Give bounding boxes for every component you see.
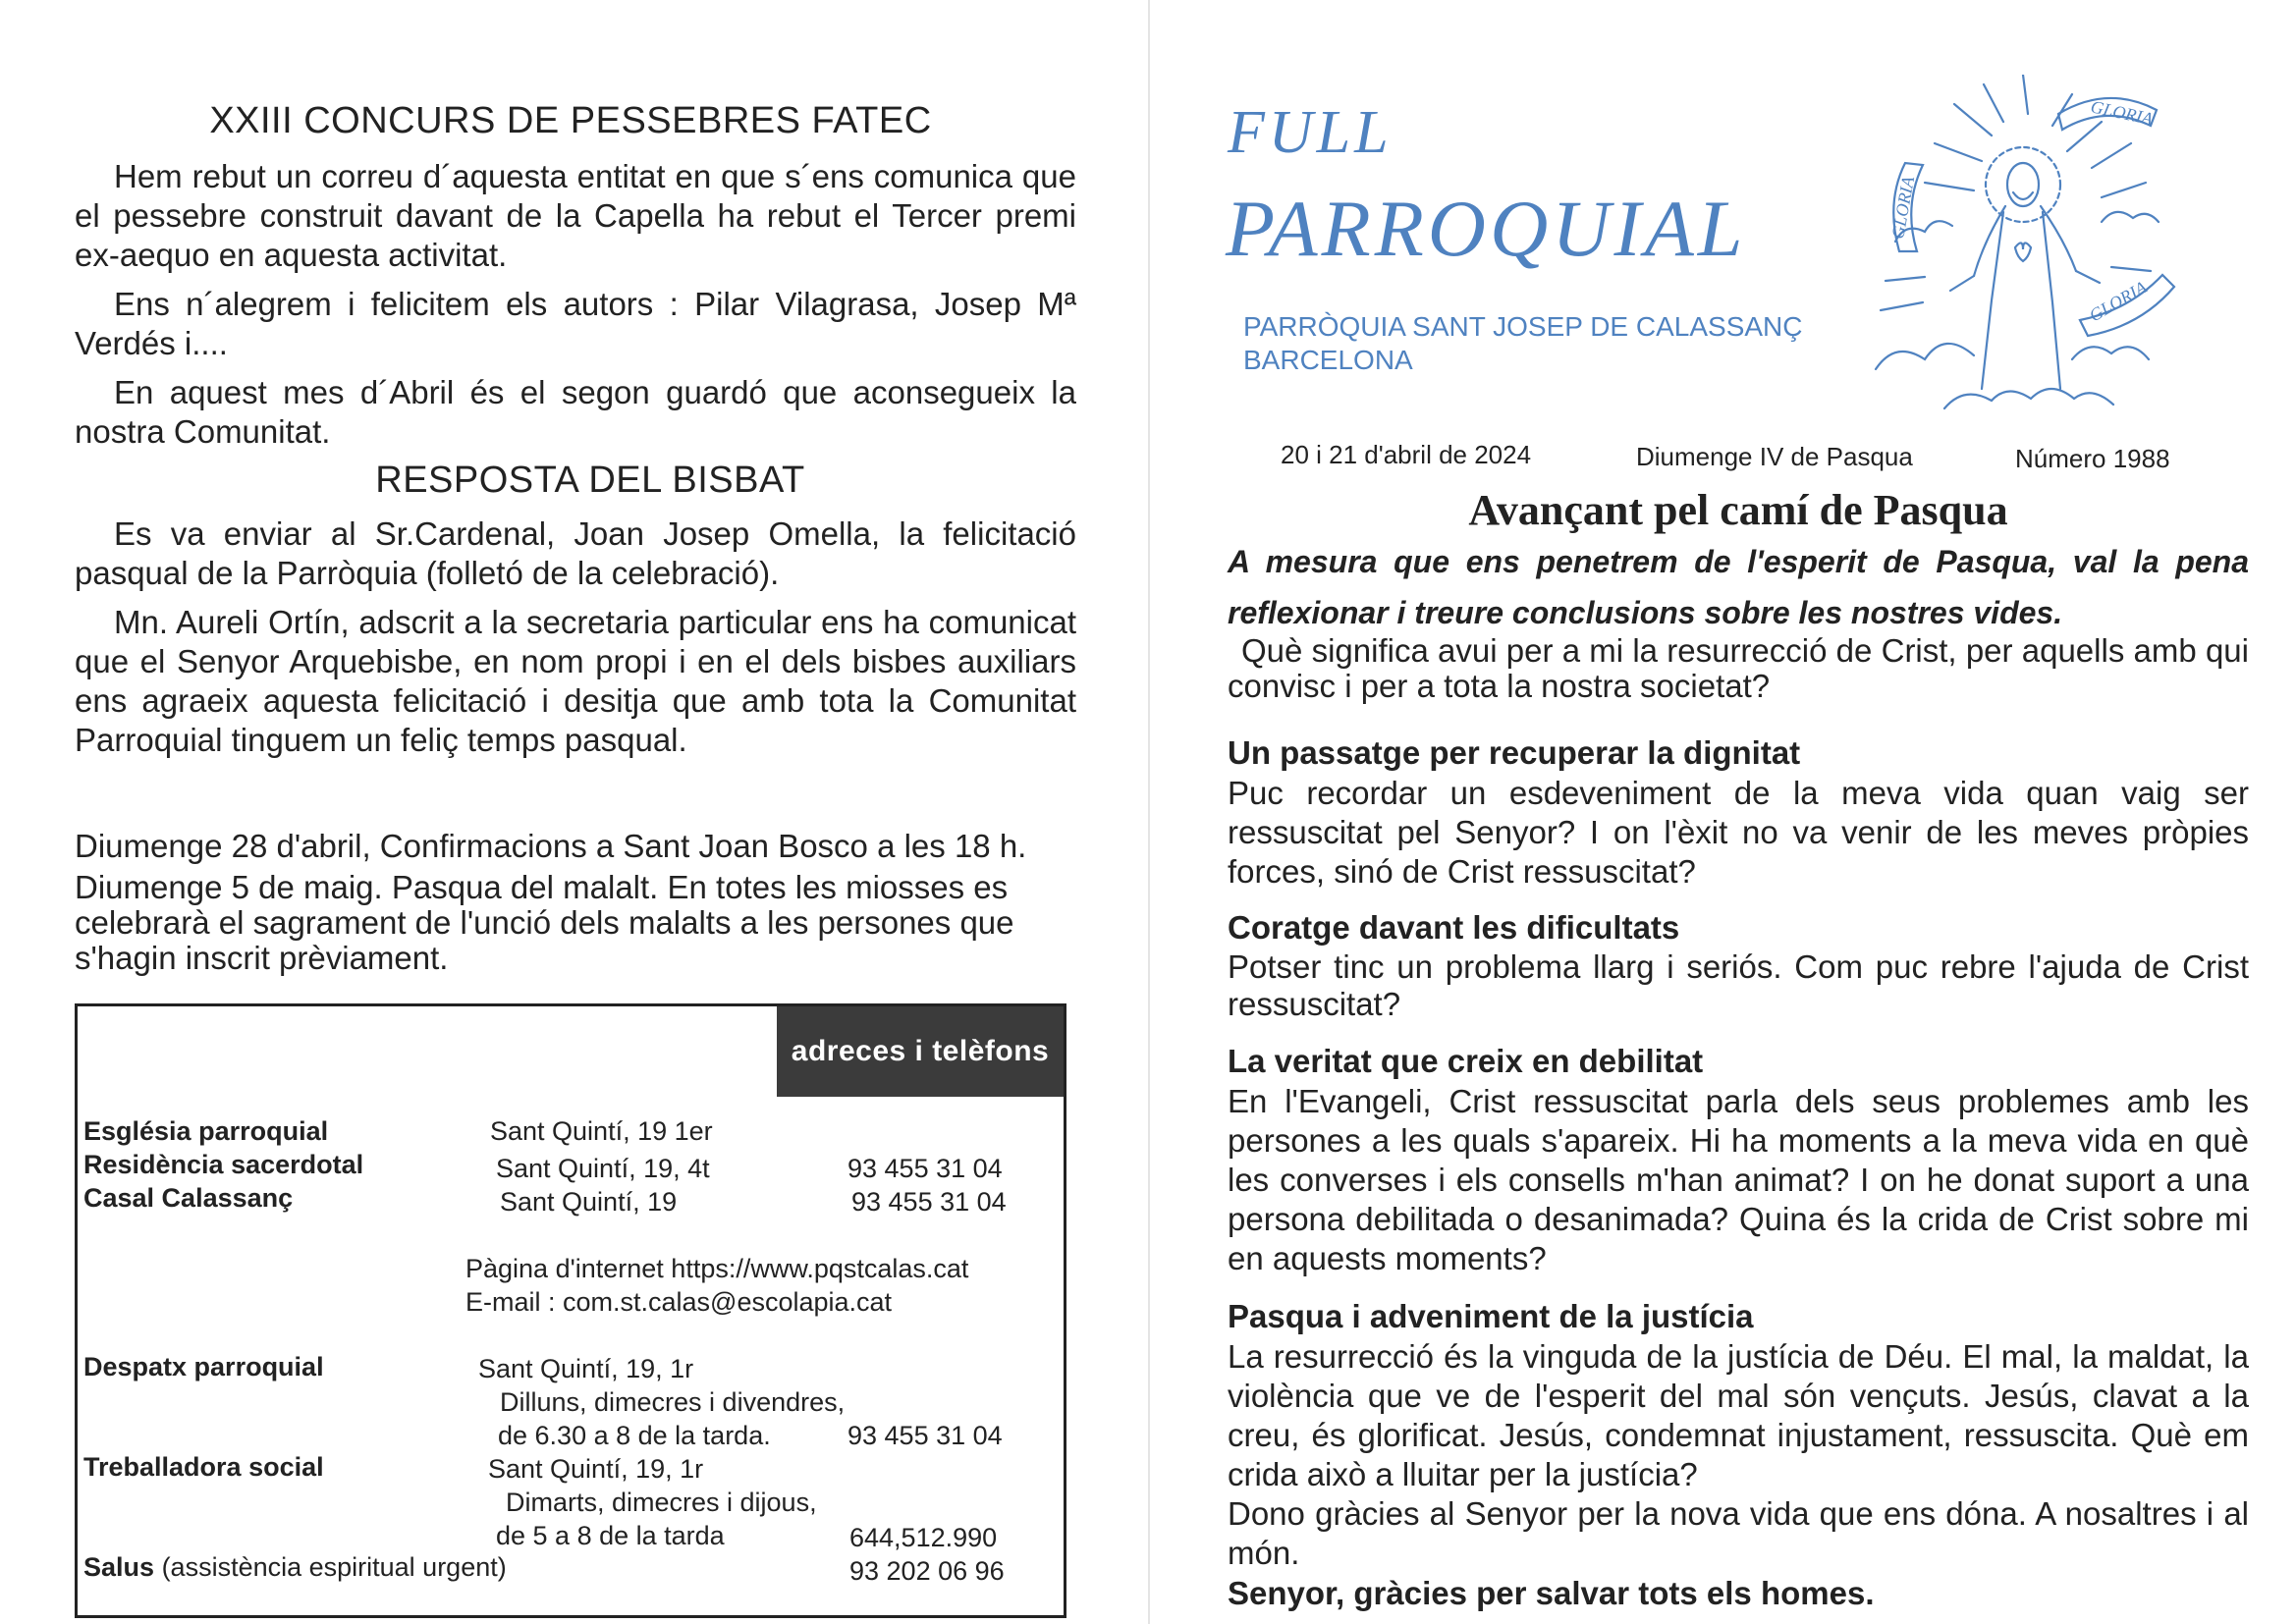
contact-treballadora-hours: de 5 a 8 de la tarda bbox=[496, 1521, 725, 1550]
issue-number: Número 1988 bbox=[2015, 444, 2170, 473]
contact-esglesia-label: Església parroquial bbox=[83, 1116, 329, 1146]
masthead-full: FULL bbox=[1228, 99, 1393, 166]
contact-salus-label: Salus bbox=[83, 1552, 155, 1582]
gloria-banner-top: GLORIA bbox=[2089, 96, 2155, 130]
contacts-box bbox=[75, 1003, 1066, 1618]
gloria-banner-right: GLORIA bbox=[2086, 277, 2151, 326]
section-4-title: Pasqua i adveniment de la justícia bbox=[1228, 1298, 1754, 1334]
contact-despatx-address: Sant Quintí, 19, 1r bbox=[478, 1354, 694, 1383]
closing-thanks: Dono gràcies al Senyor per la nova vida que ens dóna. A nosaltres i al món. bbox=[1228, 1495, 2249, 1571]
risen-christ-illustration bbox=[1866, 75, 2200, 438]
contest-title: XXIII CONCURS DE PESSEBRES FATEC bbox=[209, 100, 932, 141]
headline: Avançant pel camí de Pasqua bbox=[1468, 486, 2008, 534]
section-1-text: Puc recordar un esdeveniment de la meva vida quan vaig ser ressuscitat pel Senyor? I on l'èxit no va venir de les meves pròpies forces, sinó de Crist ressuscitat? bbox=[1228, 775, 2249, 890]
notice-confirmations: Diumenge 28 d'abril, Confirmacions a Sant Joan Bosco a les 18 h. bbox=[75, 828, 1027, 864]
section-3-title: La veritat que creix en debilitat bbox=[1228, 1043, 1704, 1079]
right-page bbox=[1149, 0, 2296, 1624]
contact-website[interactable]: Pàgina d'internet https://www.pqstcalas.cat bbox=[465, 1254, 969, 1283]
contact-despatx-phone: 93 455 31 04 bbox=[847, 1421, 1003, 1450]
contacts-badge: adreces i telèfons bbox=[777, 1006, 1064, 1097]
contact-esglesia-address: Sant Quintí, 19 1er bbox=[490, 1116, 713, 1146]
section-2-title: Coratge davant les dificultats bbox=[1228, 909, 1680, 946]
section-4-text: La resurrecció és la vinguda de la justícia de Déu. El mal, la maldat, la violència que ve de l'esperit del mal són vençuts. Jesús, clavat a la creu, és glorificat. Jesús, condemnat injustament, ressuscita. Què em crida això a lluitar per la justícia? bbox=[1228, 1338, 2249, 1492]
intro-text: A mesura que ens penetrem de l'esperit de Pasqua, val la pena reflexionar i treure conclusions sobre les nostres vides. bbox=[1228, 544, 2249, 630]
bishop-title: RESPOSTA DEL BISBAT bbox=[375, 460, 805, 501]
contact-salus bbox=[83, 1550, 507, 1584]
section-2-text: Potser tinc un problema llarg i seriós. Com puc rebre l'ajuda de Crist ressuscitat? bbox=[1228, 948, 2249, 1022]
masthead-parroquial: PARROQUIAL bbox=[1226, 184, 1747, 273]
contact-casal-phone: 93 455 31 04 bbox=[851, 1187, 1007, 1217]
contact-casal-label: Casal Calassanç bbox=[83, 1183, 294, 1213]
contact-salus-note: (assistència espiritual urgent) bbox=[161, 1552, 507, 1582]
contact-casal-address: Sant Quintí, 19 bbox=[500, 1187, 678, 1217]
contact-despatx-label: Despatx parroquial bbox=[83, 1352, 324, 1381]
contact-residencia-phone: 93 455 31 04 bbox=[847, 1154, 1003, 1183]
gloria-banner-left: GLORIA bbox=[1887, 175, 1919, 241]
issue-date: 20 i 21 d'abril de 2024 bbox=[1281, 440, 1532, 469]
contact-email[interactable]: E-mail : com.st.calas@escolapia.cat bbox=[465, 1287, 893, 1317]
bishop-paragraph-1: Es va enviar al Sr.Cardenal, Joan Josep Omella, la felicitació pasqual de la Parròquia (folletó de la celebració). bbox=[75, 515, 1076, 591]
contact-treballadora-phone: 644,512.990 bbox=[849, 1523, 998, 1552]
contest-paragraph-1: Hem rebut un correu d´aquesta entitat en que s´ens comunica que el pessebre construit davant de la Capella ha rebut el Tercer premi ex-aequo en aquesta activitat. bbox=[75, 158, 1076, 273]
contact-treballadora-address: Sant Quintí, 19, 1r bbox=[488, 1454, 704, 1484]
contact-salus-phone: 93 202 06 96 bbox=[849, 1556, 1005, 1586]
contact-despatx-days: Dilluns, dimecres i divendres, bbox=[500, 1387, 846, 1417]
bishop-paragraph-2: Mn. Aureli Ortín, adscrit a la secretaria particular ens ha comunicat que el Senyor Arquebisbe, en nom propi i en el dels bisbes auxiliars ens agraeix aquesta felicitació i desitja que amb tota la Comunitat Parroquial tinguem un feliç temps pasqual. bbox=[75, 604, 1076, 758]
notice-pasqua-malalt: Diumenge 5 de maig. Pasqua del malalt. En totes les miosses es celebrarà el sagrament de l'unció dels malalts a les persones que s'hagin inscrit prèviament. bbox=[75, 869, 1014, 976]
parish-name: PARRÒQUIA SANT JOSEP DE CALASSANÇ bbox=[1243, 311, 1803, 342]
closing-prayer: Senyor, gràcies per salvar tots els homes. bbox=[1228, 1575, 1875, 1611]
contest-paragraph-3: En aquest mes d´Abril és el segon guardó que aconsegueix la nostra Comunitat. bbox=[75, 374, 1076, 450]
contact-treballadora-label: Treballadora social bbox=[83, 1452, 324, 1482]
contact-despatx-hours: de 6.30 a 8 de la tarda. bbox=[498, 1421, 771, 1450]
section-1-title: Un passatge per recuperar la dignitat bbox=[1228, 734, 1801, 771]
issue-sunday: Diumenge IV de Pasqua bbox=[1636, 442, 1913, 471]
contest-paragraph-2: Ens n´alegrem i felicitem els autors : Pilar Vilagrasa, Josep Mª Verdés i.... bbox=[75, 286, 1076, 361]
contact-residencia-address: Sant Quintí, 19, 4t bbox=[496, 1154, 710, 1183]
contact-residencia-label: Residència sacerdotal bbox=[83, 1150, 364, 1179]
section-3-text: En l'Evangeli, Crist ressuscitat parla dels seus problemes amb les persones a les quals s'apareix. Hi ha moments a la meva vida en què les converses i els consells m'han animat? I on he donat suport a una persona debilitada o desanimada? Quina és la crida de Crist sobre mi en aquests moments? bbox=[1228, 1083, 2249, 1276]
parish-city: BARCELONA bbox=[1243, 345, 1413, 375]
contact-treballadora-days: Dimarts, dimecres i dijous, bbox=[506, 1488, 817, 1517]
main-question: Què significa avui per a mi la resurrecció de Crist, per aquells amb qui convisc i per a tota la nostra societat? bbox=[1228, 632, 2249, 704]
